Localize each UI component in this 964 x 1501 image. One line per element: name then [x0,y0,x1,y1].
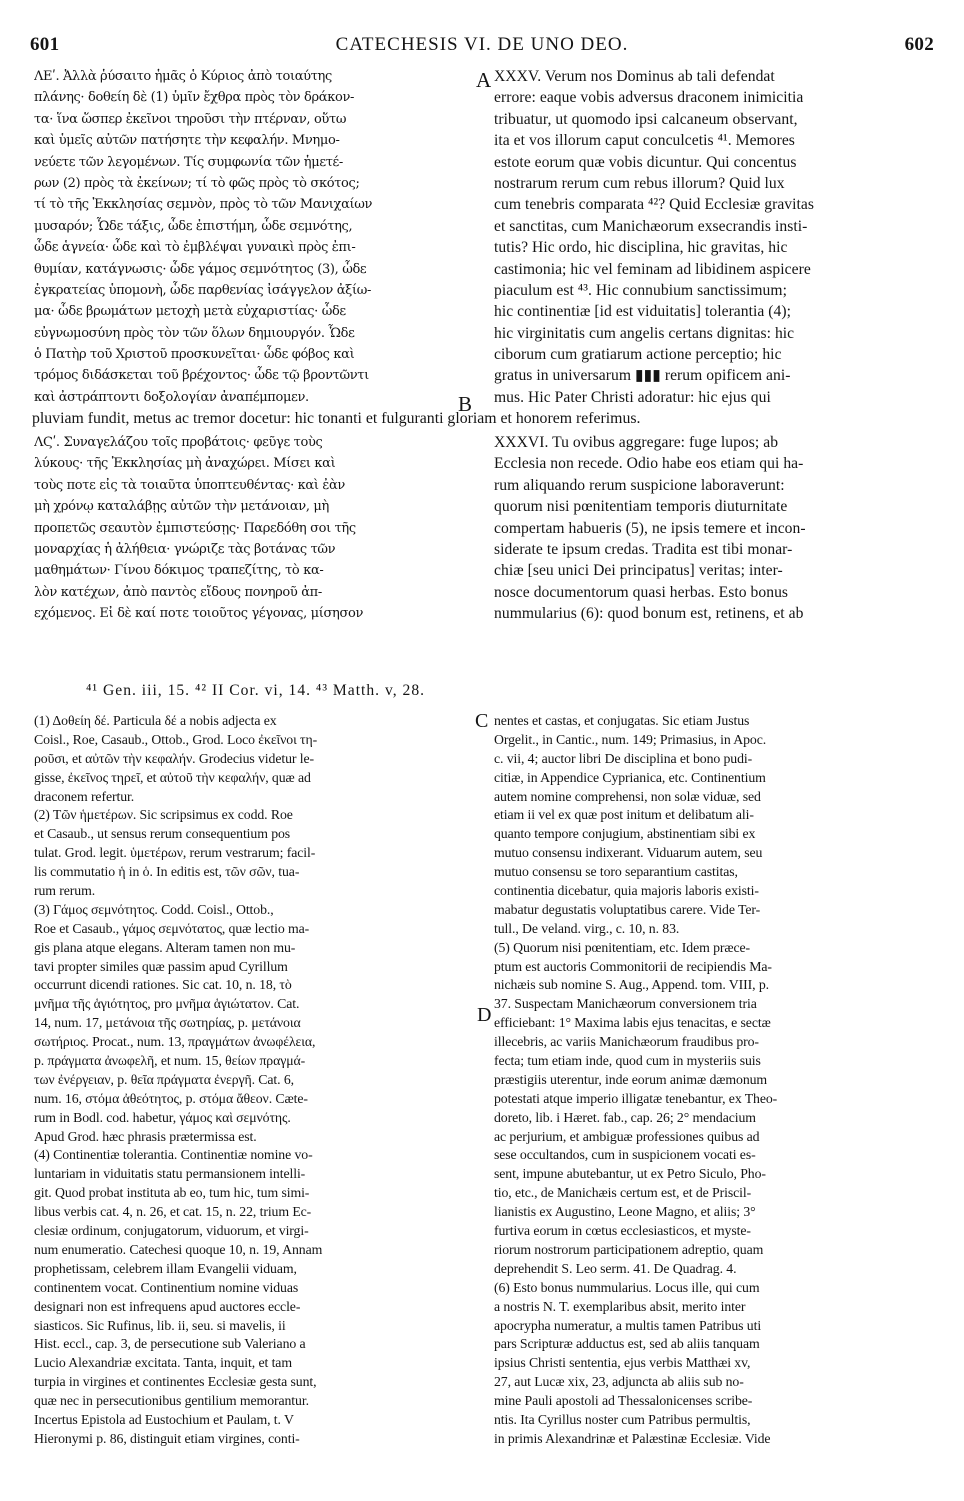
footnote-line: Hist. eccl., cap. 3, de persecutione sub Valeriano a [34,1336,306,1352]
footnote-line: Orgelit., in Cantic., num. 149; Primasius, in Apoc. [494,731,767,747]
footnote-line: rum rerum. [34,883,96,899]
greek-line: καὶ ὑμεῖς αὐτῶν πατήσητε τὴν κεφαλήν. Μνημο- [34,133,340,149]
greek-line: ρων (2) πρὸς τὰ ἐκείνων; τί τὸ φῶς πρὸς τὸ σκότος; [34,175,360,191]
footnote-line: siasticos. Sic Rufinus, lib. ii, seu. si mavelis, ii [34,1317,286,1333]
latin-line: estote eorum quæ vobis dicuntur. Qui concentus [494,153,797,171]
footnote-line: tavi propter similes quæ passim apud Cyrillum [34,958,288,974]
footnote-line: clesiæ ordinum, conjugatorum, viduorum, et virgi- [34,1223,309,1239]
greek-line: τί τὸ τῆς Ἐκκλησίας σεμνὸν, πρὸς τὸ τῶν Μανιχαίων [34,197,373,213]
greek-line: προπετῶς σεαυτὸν ἐμπιστεύσῃς· Παρεδόθη σοι τῆς [34,520,356,536]
footnote-line: sese occultandos, cum in suspicionem vocati es- [494,1147,756,1163]
footnote-line: tulat. Grod. legit. ὑμετέρων, rerum vestrarum; facil- [34,845,316,861]
footnote-line: furtiva eorum in cœtus ecclesiasticos, et myste- [494,1223,751,1239]
latin-line: Ecclesia non recede. Odio habe eos etiam qui ha- [494,455,804,473]
footnote-line: 14, num. 17, μετάνοια τῆς σωτηρίας, p. μετάνοια [34,1015,301,1031]
latin-line: tribuatur, ut quomodo ipsi calcaneum observant, [494,110,798,128]
footnote-line: sent, impune abutebantur, ut ex Petro Siculo, Pho- [494,1166,766,1182]
page-header [30,34,934,64]
footnote-line: nichæis sub nomine S. Aug., Append. tom. VIII, p. [494,977,769,993]
wide-line: pluviam fundit, metus ac tremor docetur: hic tonanti et fulguranti gloriam et honorem referimus. [32,410,641,427]
latin-line: compertam habueris (5), ne ipsis temere et incon- [494,519,806,537]
footnote-line: (1) Δοθείη δέ. Particula δέ a nobis adjecta ex [34,713,277,728]
latin-line: piaculum est ⁴³. Hic connubium sanctissimum; [494,281,787,299]
footnote-line: (2) Τῶν ἡμετέρων. Sic scripsimus ex codd. Roe [34,807,293,823]
footnote-line: lis commutatio ἡ in ὁ. In editis est, τῶν σῶν, tua- [34,864,300,880]
footnote-line: continentem vocat. Continentium nomine viduas [34,1279,299,1295]
footnote-line: (4) Continentiæ tolerantia. Continentiæ nomine vo- [34,1147,313,1163]
greek-line: μα· ὧδε βρωμάτων μετοχὴ μετὰ εὐχαριστίας· ὧδε [34,304,346,320]
greek-line: νεύετε τῶν λεγομένων. Τίς συμφωνία τῶν ἡμετέ- [34,154,343,170]
footnote-line: mutuo consensu se toro separantium castitas, [494,864,738,880]
latin-text-top [494,66,932,408]
footnote-line: quanto tempore conjugium, abstinentiam sibi ex [494,826,756,842]
greek-line: μυσαρόν; Ὧδε τάξις, ὧδε ἐπιστήμη, ὧδε σεμνότης, [34,218,353,234]
footnote-line: occurrunt dicendi rationes. Sic cat. 10, n. 18, τὸ [34,977,292,993]
footnote-line: fecta; tum etiam inde, quod cum in mysteriis suis [494,1053,761,1069]
footnote-line: ntis. Ita Cyrillus noster cum Patribus permultis, [494,1411,751,1427]
greek-line: τρόμος διδάσκεται τοῦ βρέχοντος· ὧδε τῷ βροντῶντι [34,368,369,384]
footnote-line: turpia in virgines et continentes Ecclesiæ gesta sunt, [34,1374,317,1390]
latin-line: tutis? Hic ordo, hic disciplina, hic gravitas, hic [494,239,788,257]
footnote-line: quæ nec in persecutionibus gentilium memorantur. [34,1393,309,1409]
footnote-line: etiam ii vel ex quæ post initum et delibatum ali- [494,807,754,823]
greek-line: λὸν κατέχων, ἀπὸ παντὸς εἴδους πονηροῦ ἀπ- [34,584,322,600]
greek-line: εχόμενος. Εἰ δὲ καί ποτε τοιοῦτος γέγονας, μίσησον [34,606,364,622]
greek-line: ΛΕʹ. Ἀλλὰ ῥύσαιτο ἡμᾶς ὁ Κύριος ἀπὸ τοιαύτης [34,69,332,84]
footnote-line: mutuo consensu indixerant. Viduarum autem, seu [494,845,763,861]
latin-line: castimonia; hic vel feminam ad libidinem aspicere [494,260,811,278]
footnote-line: Hieronymi p. 86, distinguit etiam virgines, conti- [34,1430,300,1446]
footnote-line: Coisl., Roe, Casaub., Ottob., Grod. Loco ἐκεῖνοι τη- [34,731,318,747]
greek-line: ἐγκρατείας ὑπομονὴ, ὧδε παρθενίας ἰσάγγελον ἀξίω- [34,282,372,298]
footnote-line: c. vii, 4; auctor libri De disciplina et bono pudi- [494,750,753,766]
latin-line: ita et vos illorum caput conculcetis ⁴¹. Memores [494,132,795,150]
footnote-line: (6) Esto bonus nummularius. Locus ille, qui cum [494,1279,760,1295]
latin-line: quorum nisi pœnitentiam temporis diuturnitate [494,498,788,516]
footnote-line: Incertus Epistola ad Eustochium et Paulam, t. V [34,1411,294,1427]
margin-marker-a: A [476,68,492,92]
footnotes-left-column [34,712,472,1449]
footnote-line: των ἐνέργειαν, p. θεῖα πράγματα ἐνεργῆ. Cat. 6, [34,1071,294,1087]
footnote-line: mabatur degustatis voluptatibus carere. Vide Ter- [494,901,761,917]
footnote-line: illecebris, ac variis Manichæorum fraudibus pro- [494,1034,759,1050]
latin-line: errore: eaque vobis adversus draconem inimicitia [494,89,804,107]
footnote-line: deprehendit S. Leo serm. 41. De Quadrag. 4. [494,1260,737,1276]
page-number-left: 601 [30,34,60,55]
footnote-line: num. 16, στόμα ἀθεότητος, p. στόμα ἄθεον. Cæte- [34,1090,308,1106]
greek-line: καὶ ἀστράπτοντι δοξολογίαν ἀναπέμπομεν. [34,389,309,405]
greek-text-top [34,66,474,408]
greek-line: τοὺς ποτε εἰς τὰ τοιαῦτα ὑποπτευθέντας· καὶ ἐὰν [34,477,345,493]
footnote-line: σωτήριος. Procat., num. 13, πραγμάτων ἀνωφέλεια, [34,1034,316,1050]
footnote-line: git. Quod probat instituta ab eo, tum hic, tum simi- [34,1185,310,1201]
footnote-line: rum in Bodl. cod. habetur, γάμος καὶ σεμνότης. [34,1109,291,1125]
scripture-references [86,680,932,701]
footnote-line: 27, aut Lucæ xix, 23, adjuncta ab aliis sub no- [494,1374,744,1390]
margin-marker-b: B [458,392,473,416]
footnote-line: Apud Grod. hæc phrasis prætermissa est. [34,1128,257,1144]
footnote-line: et Casaub., ut sensus rerum consequentium pos [34,826,291,842]
latin-line: cum tenebris comparata ⁴²? Quid Ecclesiæ gravitas [494,196,814,214]
greek-line: μαθημάτων· Γίνου δόκιμος τραπεζίτης, τὸ κα- [34,563,324,579]
footnote-line: p. πράγματα ἀνωφελῆ, et num. 15, θείων πραγμά- [34,1053,306,1069]
running-title: CATECHESIS VI. DE UNO DEO. [335,34,629,55]
greek-line: εὐγνωμοσύνη πρὸς τὸν τῶν ὅλων δημιουργόν. Ὧδε [34,325,355,341]
footnote-line: gis plana atque elegans. Alteram tamen non mu- [34,939,296,955]
footnote-line: citiæ, in Appendice Cyprianica, etc. Continentium [494,769,766,785]
latin-text-middle [494,432,932,625]
footnote-line: mine Pauli apostoli ad Thessalonicenses scribe- [494,1393,753,1409]
latin-line: siderate te ipsum credas. Tradita est tibi monar- [494,540,793,558]
footnote-line: 37. Suspectam Manichæorum conversionem tria [494,996,757,1012]
footnote-line: pars Scripturæ adductus est, sed ab aliis tanquam [494,1336,760,1352]
page-number-right: 602 [904,34,934,55]
footnote-line: continentia dicebatur, quia majoris laboris existi- [494,883,759,899]
references-line: ⁴¹ Gen. iii, 15. ⁴² II Cor. vi, 14. ⁴³ Matth. v, 28. [86,682,426,699]
latin-line: et sanctitas, cum Manichæorum exsecrandis insti- [494,217,808,235]
footnote-line: efficiebant: 1° Maxima labis ejus tenacitas, e sectæ [494,1015,771,1031]
footnote-line: ροῦσι, et αὐτῶν τὴν κεφαλήν. Grodecius videtur le- [34,750,314,766]
footnote-line: potestati atque imperio illigatæ tenebantur, ex Theo- [494,1090,778,1106]
greek-text-middle [34,432,474,625]
footnote-line: luntariam in viduitatis statu permansionem intelli- [34,1166,306,1182]
greek-line: πλάνης· δοθείη δὲ (1) ὑμῖν ἔχθρα πρὸς τὸν δράκον- [34,90,355,106]
footnote-line: apocrypha numeratur, a multis tamen Patribus uti [494,1317,762,1333]
footnote-line: tio, etc., de Manichæis certum est, et de Priscil- [494,1185,752,1201]
footnote-line: ac perjurium, et ambiguæ professiones quibus ad [494,1128,760,1144]
footnote-line: num enumeratio. Catechesi quoque 10, n. 19, Annam [34,1241,323,1257]
footnote-line: ptum est auctoris Commonitorii de recipiendis Ma- [494,958,772,974]
latin-line: ciborum cum gratiarum actione perceptio; hic [494,346,782,364]
footnote-line: prophetissam, celebrem illam Evangelii viduam, [34,1260,297,1276]
footnote-line: gisse, ἐκεῖνος τηρεῖ, et αὐτοῦ τὴν κεφαλήν, quæ ad [34,769,311,785]
latin-line: nosce documentorum quasi herbas. Esto bonus [494,583,789,601]
latin-line: chiæ [seu unici Dei principatus] veritas; inter- [494,562,783,580]
footnote-line: tull., De veland. virg., c. 10, n. 83. [494,920,680,936]
greek-line: λύκους· τῆς Ἐκκλησίας μὴ ἀναχώρει. Μίσει καὶ [34,456,336,472]
footnote-line: designari non est infrequens apud auctores eccle- [34,1298,301,1314]
footnote-line: libus verbis cat. 4, n. 26, et cat. 15, n. 22, trium Ec- [34,1204,312,1220]
greek-line: μοναρχίας ἡ ἀλήθεια· γνώριζε τὰς βοτάνας τῶν [34,541,336,557]
footnote-line: in primis Alexandrinæ et Palæstinæ Ecclesiæ. Vide [494,1430,771,1446]
latin-line: rum aliquando rerum suspicione laboraverunt: [494,476,785,494]
margin-marker-c: C [475,710,489,732]
footnote-line: nentes et castas, et conjugatas. Sic etiam Justus [494,713,750,728]
footnote-line: (5) Quorum nisi pœnitentiam, etc. Idem præce- [494,939,751,955]
greek-line: θυμίαν, κατάγνωσις· ὧδε γάμος σεμνότητος (3), ὧδε [34,261,367,277]
footnote-line: autem nomine comprehensi, non solæ viduæ, sed [494,788,761,804]
footnote-line: doreto, lib. i Hæret. fab., cap. 26; 2° mendacium [494,1109,756,1125]
greek-line: μὴ χρόνῳ καταλάβῃς αὐτῶν τὴν μετάνοιαν, μὴ [34,499,329,515]
footnote-line: (3) Γάμος σεμνότητος. Codd. Coisl., Ottob., [34,901,274,917]
footnote-line: ipsius Christi sententia, ejus verbis Matthæi xv, [494,1355,751,1371]
footnote-line: lianistis ex Augustino, Leone Magno, et aliis; 3° [494,1204,756,1220]
footnote-line: draconem refertur. [34,788,135,804]
latin-line: nummularius (6): quod bonum est, retinens, et ab [494,605,804,623]
margin-marker-d: D [477,1004,492,1026]
footnote-line: a nostris N. T. exemplaribus absit, merito inter [494,1298,746,1314]
footnote-line: μνῆμα τῆς ἁγιότητος, pro μνῆμα ἁγιώτατον. Cat. [34,996,300,1012]
latin-line: hic continentiæ [id est viduitatis] tolerantia (4); [494,303,792,321]
footnote-line: Lucio Alexandriæ excitata. Tanta, inquit, et tam [34,1355,292,1371]
latin-line: gratus in universarum ▮▮▮ rerum opificem ani- [494,367,791,385]
footnote-line: riorum nostrorum participationem adreptio, quam [494,1241,764,1257]
greek-line: τα· ἵνα ὥσπερ ἐκεῖνοι τηροῦσι τὴν πτέρναν, οὕτω [34,111,347,127]
latin-line: hic virginitatis cum angelis certans dignitas: hic [494,324,795,342]
latin-line: XXXVI. Tu ovibus aggregare: fuge lupos; ab [494,434,779,451]
latin-line: nostrarum rerum cum rebus illorum? Quid lux [494,174,785,192]
footnote-line: præstigiis uterentur, inde eorum animæ dæmonum [494,1071,768,1087]
latin-line: mus. Hic Pater Christi adoratur: hic ejus qui [494,388,771,406]
footnote-line: Roe et Casaub., γάμος σεμνότατος, quæ lectio ma- [34,920,310,936]
greek-line: ΛϚʹ. Συναγελάζου τοῖς προβάτοις· φεῦγε τοὺς [34,435,323,450]
greek-line: ὧδε ἁγνεία· ὧδε καὶ τὸ ἐμβλέψαι γυναικὶ πρὸς ἐπι- [34,240,356,256]
footnotes-right-column [494,712,932,1449]
latin-line: XXXV. Verum nos Dominus ab tali defendat [494,68,775,85]
greek-line: ὁ Πατὴρ τοῦ Χριστοῦ προσκυνεῖται· ὧδε φόβος καὶ [34,347,355,363]
latin-wide-line [32,408,932,429]
